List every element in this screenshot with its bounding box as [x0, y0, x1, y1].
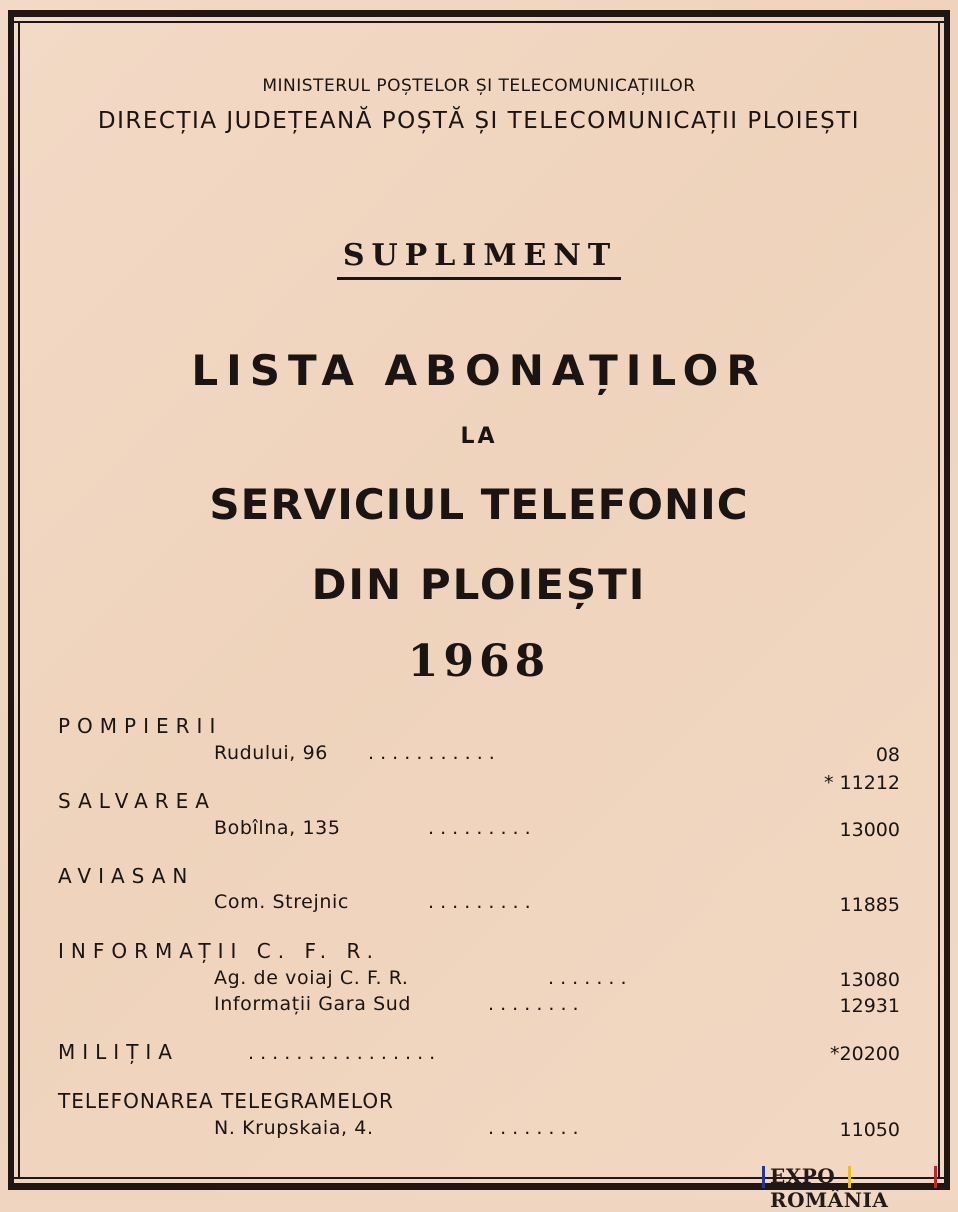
title-year: 1968	[407, 636, 551, 687]
dot-leader: . . . . . . .	[548, 967, 627, 989]
frame-top-inner-border	[14, 21, 944, 23]
phone-number-pompierii-alt: * 11212	[824, 772, 900, 794]
title-city: DIN PLOIEȘTI	[311, 560, 647, 609]
dot-leader: . . . . . . . . . . . . . . . .	[248, 1042, 436, 1064]
ministry-header: MINISTERUL POȘTELOR ȘI TELECOMUNICAȚIILOR	[262, 76, 696, 96]
frame-top-border	[14, 10, 944, 17]
entry-address-pompierii: Rudului, 96	[214, 742, 328, 764]
entry-address-aviasan: Com. Strejnic	[214, 891, 349, 913]
entry-heading-militia: MILIȚIA	[58, 1040, 179, 1064]
dot-leader: . . . . . . . . .	[428, 817, 531, 839]
supplement-label: SUPLIMENT	[337, 238, 621, 280]
flag-stripe-blue	[762, 1166, 765, 1188]
title-connector: LA	[460, 424, 498, 449]
entry-heading-informatii-cfr: INFORMAȚII C. F. R.	[58, 939, 380, 963]
title-service: SERVICIUL TELEFONIC	[209, 480, 749, 529]
dot-leader: . . . . . . . . .	[428, 891, 531, 913]
entry-address-gara-sud: Informații Gara Sud	[214, 993, 412, 1015]
expo-romania-watermark-logo	[762, 1162, 942, 1212]
dot-leader: . . . . . . . .	[488, 993, 579, 1015]
phone-number-gara-sud: 12931	[839, 995, 900, 1017]
phone-number-pompierii: 08	[875, 744, 900, 766]
supplement-label-wrap	[0, 238, 958, 280]
watermark-text: EXPO ROMÂNIA	[770, 1164, 889, 1212]
entry-address-salvarea: Bobîlna, 135	[214, 817, 341, 839]
phone-number-salvarea: 13000	[839, 819, 900, 841]
directorate-header: DIRECȚIA JUDEȚEANĂ POȘTĂ ȘI TELECOMUNICAȚII PLOIEȘTI	[97, 108, 861, 134]
entry-heading-pompierii: POMPIERII	[58, 714, 223, 738]
dot-leader: . . . . . . . . . . .	[368, 742, 495, 764]
entry-address-cfr-agency: Ag. de voiaj C. F. R.	[214, 967, 409, 989]
entry-heading-telegrame: TELEFONAREA TELEGRAMELOR	[58, 1089, 394, 1113]
document-title: LISTA ABONAȚILOR	[191, 346, 767, 395]
dot-leader: . . . . . . . .	[488, 1117, 579, 1139]
phone-number-telegrame: 11050	[839, 1119, 900, 1141]
phone-number-militia: *20200	[830, 1043, 900, 1065]
entry-address-telegrame: N. Krupskaia, 4.	[214, 1117, 374, 1139]
entry-heading-aviasan: AVIASAN	[58, 864, 195, 888]
phone-number-cfr-agency: 13080	[839, 969, 900, 991]
entry-heading-salvarea: SALVAREA	[58, 789, 216, 813]
phone-number-aviasan: 11885	[839, 894, 900, 916]
